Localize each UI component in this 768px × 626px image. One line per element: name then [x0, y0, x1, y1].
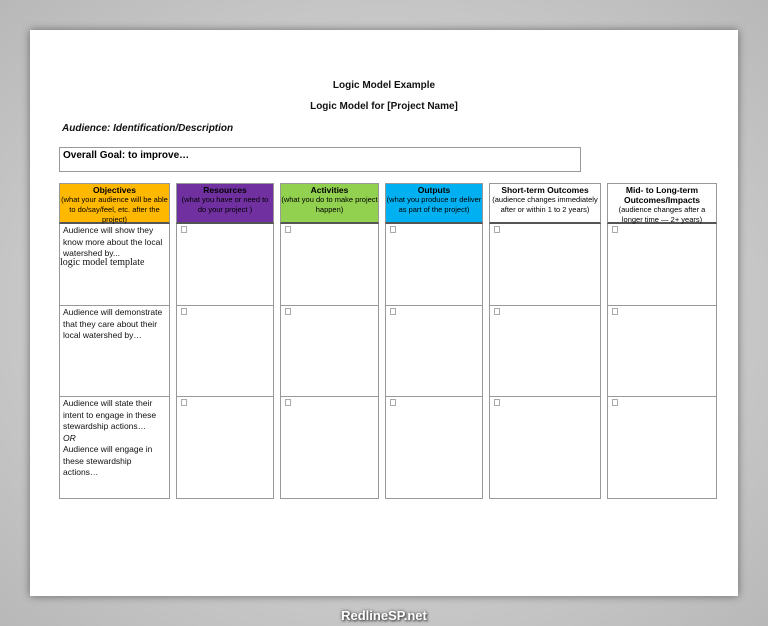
table-cell[interactable]: [176, 397, 274, 499]
checkbox-icon[interactable]: [494, 226, 500, 233]
column-description: (what you do to make project happen): [281, 195, 378, 214]
column-header: [385, 183, 483, 224]
table-cell[interactable]: [489, 397, 601, 499]
column-header: [176, 183, 274, 224]
table-cell[interactable]: [176, 306, 274, 397]
column-title: Objectives: [93, 185, 136, 195]
column-title: Resources: [203, 185, 247, 195]
table-cell[interactable]: [280, 397, 379, 499]
checkbox-icon[interactable]: [181, 308, 187, 315]
objective-text-alt: Audience will engage in these stewardship actions…: [63, 444, 153, 477]
table-cell[interactable]: [607, 397, 717, 499]
checkbox-icon[interactable]: [390, 308, 396, 315]
watermark: RedlineSP.net: [341, 608, 427, 623]
table-cell[interactable]: [385, 397, 483, 499]
document-title: Logic Model Example: [332, 80, 436, 91]
column-title: Short-term Outcomes: [501, 185, 589, 195]
table-cell[interactable]: [59, 306, 170, 397]
table-cell[interactable]: [59, 224, 170, 306]
checkbox-icon[interactable]: [181, 399, 187, 406]
column-header: [280, 183, 379, 224]
column-1: [176, 183, 274, 499]
checkbox-icon[interactable]: [390, 226, 396, 233]
column-description: (audience changes immediately after or within 1 to 2 years): [492, 195, 598, 214]
audience-label: Audience: Identification/Description: [62, 123, 234, 134]
checkbox-icon[interactable]: [285, 308, 291, 315]
objective-text: Audience will demonstrate that they care about their local watershed by…: [63, 307, 163, 340]
objective-text: Audience will state their intent to engage in these stewardship actions…: [63, 398, 157, 431]
column-5: [607, 183, 717, 499]
checkbox-icon[interactable]: [285, 226, 291, 233]
checkbox-icon[interactable]: [285, 399, 291, 406]
column-2: [280, 183, 379, 499]
table-cell[interactable]: [385, 224, 483, 306]
column-3: [385, 183, 483, 499]
column-0: [59, 183, 170, 499]
table-cell[interactable]: [607, 224, 717, 306]
table-cell[interactable]: [385, 306, 483, 397]
objective-text: Audience will show they know more about the local watershed by...: [63, 225, 163, 258]
column-description: (what your audience will be able to do/say/feel, etc. after the project): [61, 195, 168, 224]
or-text: OR: [63, 432, 76, 443]
checkbox-icon[interactable]: [612, 226, 618, 233]
column-title: Mid- to Long-term Outcomes/Impacts: [623, 185, 701, 205]
column-title: Activities: [310, 185, 349, 195]
column-description: (audience changes after a longer time — 2+ years): [618, 205, 706, 224]
table-cell[interactable]: [280, 306, 379, 397]
column-header: [607, 183, 717, 224]
overall-goal-box: Overall Goal: to improve…: [59, 147, 581, 172]
column-title: Outputs: [417, 185, 451, 195]
template-overlay-text: logic model template: [60, 257, 145, 268]
checkbox-icon[interactable]: [181, 226, 187, 233]
table-cell[interactable]: [176, 224, 274, 306]
checkbox-icon[interactable]: [494, 399, 500, 406]
checkbox-icon[interactable]: [494, 308, 500, 315]
column-header: [59, 183, 170, 224]
table-cell[interactable]: [280, 224, 379, 306]
column-description: (what you have or need to do your project ): [181, 195, 269, 214]
column-4: [489, 183, 601, 499]
checkbox-icon[interactable]: [612, 399, 618, 406]
column-description: (what you produce or deliver as part of the project): [386, 195, 482, 214]
table-cell[interactable]: [489, 224, 601, 306]
checkbox-icon[interactable]: [390, 399, 396, 406]
document-subtitle: Logic Model for [Project Name]: [310, 101, 458, 112]
table-cell[interactable]: [489, 306, 601, 397]
table-cell[interactable]: [59, 397, 170, 499]
checkbox-icon[interactable]: [612, 308, 618, 315]
table-cell[interactable]: [607, 306, 717, 397]
column-header: [489, 183, 601, 224]
